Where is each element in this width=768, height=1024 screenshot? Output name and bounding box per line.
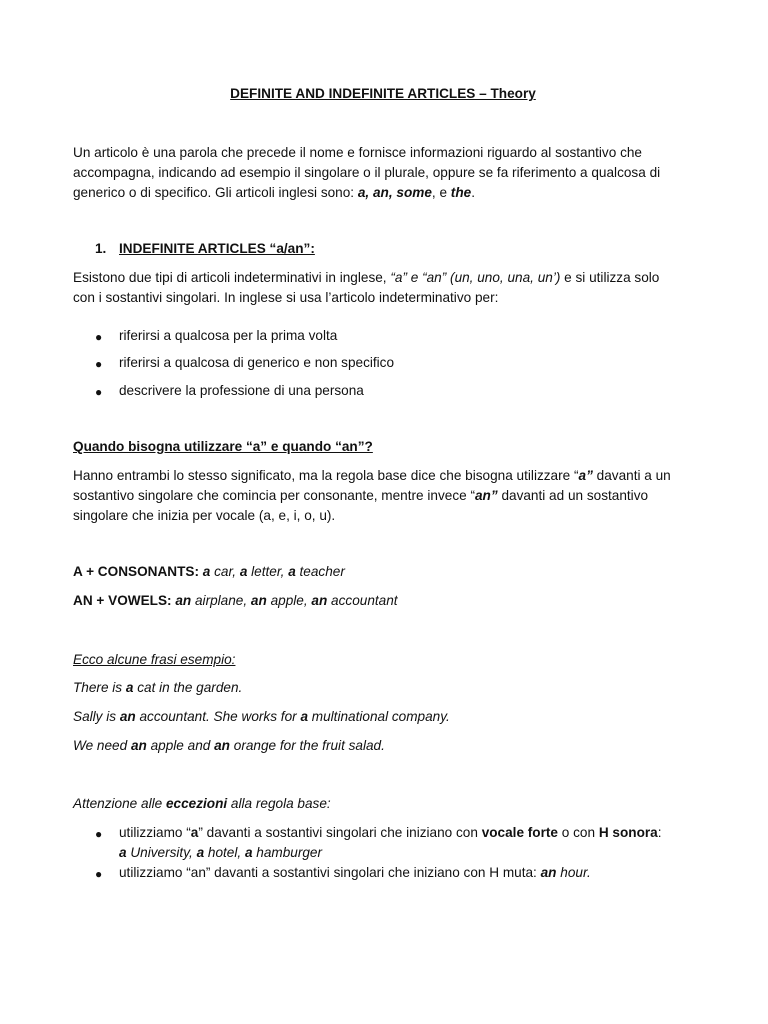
- consonants-rule: A + CONSONANTS: a car, a letter, a teacher: [73, 564, 345, 579]
- when-line-2: sostantivo singolare che comincia per consonante, mentre invece “an” davanti ad un sostantivo: [73, 488, 649, 503]
- when-line-1: Hanno entrambi lo stesso significato, ma la regola base dice che bisogna utilizzare “a” davanti a un: [73, 468, 671, 483]
- vowels-rule: AN + VOWELS: an airplane, an apple, an accountant: [73, 593, 398, 608]
- list-item: riferirsi a qualcosa di generico e non specifico: [119, 355, 395, 370]
- bullet-dot: ●: [95, 385, 103, 399]
- example-sentence-2: Sally is an accountant. She works for a multinational company.: [73, 709, 450, 724]
- section-heading: INDEFINITE ARTICLES “a/an”:: [119, 241, 315, 256]
- exception-examples: a University, a hotel, a hamburger: [119, 845, 323, 860]
- intro-line-2: accompagna, indicando ad esempio il singolare o il plurale, oppure se fa riferimento a qualcosa di: [73, 165, 661, 180]
- articles-list: a, an, some: [357, 185, 432, 200]
- example-sentence-1: There is a cat in the garden.: [73, 680, 243, 695]
- bullet-dot: ●: [95, 827, 103, 841]
- exceptions-intro: Attenzione alle eccezioni alla regola base:: [73, 796, 331, 811]
- exception-item-2: utilizziamo “an” davanti a sostantivi singolari che iniziano con H muta: an hour.: [119, 865, 591, 880]
- page-title: DEFINITE AND INDEFINITE ARTICLES – Theory: [230, 86, 536, 101]
- examples-heading: Ecco alcune frasi esempio:: [73, 652, 236, 667]
- bullet-dot: ●: [95, 330, 103, 344]
- exception-item-1: utilizziamo “a” davanti a sostantivi singolari che iniziano con vocale forte o con H sonora:: [119, 825, 662, 840]
- article-the: the: [450, 185, 472, 200]
- when-line-3: singolare che inizia per vocale (a, e, i, o, u).: [73, 508, 336, 523]
- bullet-dot: ●: [95, 867, 103, 881]
- list-item: riferirsi a qualcosa per la prima volta: [119, 328, 338, 343]
- intro-line-1: Un articolo è una parola che precede il nome e fornisce informazioni riguardo al sostantivo che: [73, 145, 642, 160]
- intro-line-3: generico o di specifico. Gli articoli inglesi sono: a, an, some, e the.: [73, 185, 475, 200]
- section-number: 1.: [95, 241, 107, 256]
- bullet-dot: ●: [95, 357, 103, 371]
- example-sentence-3: We need an apple and an orange for the fruit salad.: [73, 738, 385, 753]
- section1-line-1: Esistono due tipi di articoli indeterminativi in inglese, “a” e “an” (un, uno, una, un’) e si utilizza solo: [73, 270, 660, 285]
- section1-line-2: con i sostantivi singolari. In inglese si usa l’articolo indeterminativo per:: [73, 290, 499, 305]
- list-item: descrivere la professione di una persona: [119, 383, 364, 398]
- when-heading: Quando bisogna utilizzare “a” e quando “an”?: [73, 439, 373, 454]
